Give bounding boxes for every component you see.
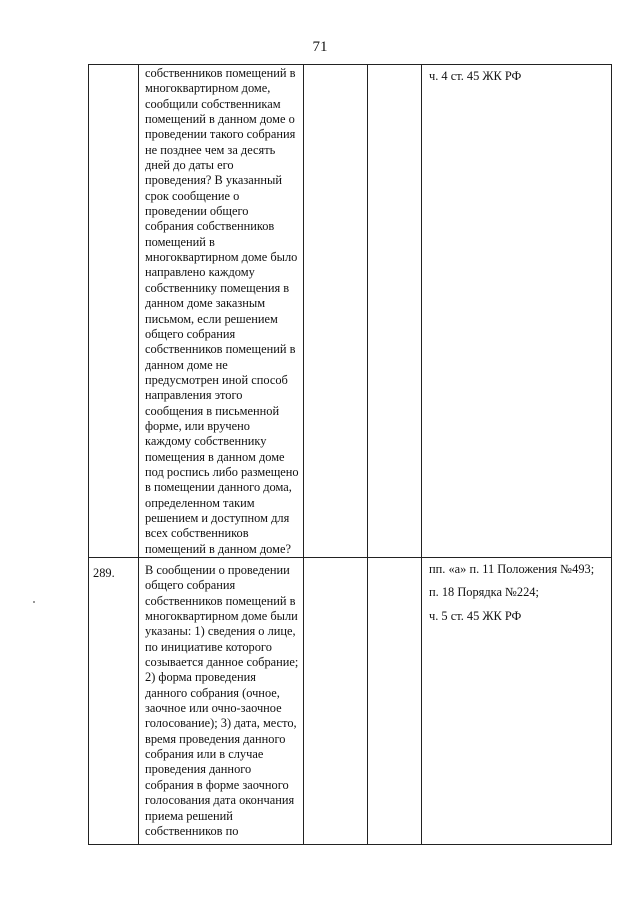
reference-text: п. 18 Порядка №224; (429, 585, 539, 600)
question-text: собственников помещений в многоквартирном доме, сообщили собственникам помещений в данном доме о проведении такого собрания не позднее чем за десять дней до даты его проведения? В указанный срок сообщение о проведении общего собрания собственников помещений в многоквартирном доме было направлено каждому собственнику помещения в данном доме заказным письмом, если решением общего собрания собственников помещений в данном доме не предусмотрен иной способ направления этого сообщения в письменной форме, или вручено каждому собственнику помещения в данном доме под роспись либо размещено в помещении данного дома, определенном таким решением и доступном для всех собственников помещений в данном доме? (145, 66, 299, 556)
empty-cell (368, 65, 422, 558)
page-number: 71 (312, 39, 328, 55)
references-cell (422, 65, 612, 558)
row-number-cell (89, 558, 139, 845)
empty-cell (304, 65, 368, 558)
reference-text: пп. «а» п. 11 Положения №493; (429, 562, 595, 576)
question-cell (139, 65, 304, 558)
row-number: 289. (93, 566, 115, 580)
reference-text: ч. 5 ст. 45 ЖК РФ (429, 608, 522, 623)
table-row (89, 558, 612, 845)
row-number-cell (89, 65, 139, 558)
references-cell (422, 558, 612, 845)
reference-text: ч. 4 ст. 45 ЖК РФ (429, 69, 522, 83)
question-cell (139, 558, 304, 845)
scan-artifact (33, 601, 35, 603)
checklist-table (88, 64, 612, 845)
question-text: В сообщении о проведении общего собрания собственников помещений в многоквартирном доме были указаны: 1) сведения о лице, по инициативе которого созывается данное собрание; 2) форма проведения данного собрания (очное, заочное или очно-заочное голосование); 3) дата, место, время проведения данного собрания или в случае проведения данного собрания в форме заочного голосования дата окончания приема решений собственников по (145, 563, 299, 838)
table-row (89, 65, 612, 558)
empty-cell (304, 558, 368, 845)
empty-cell (368, 558, 422, 845)
